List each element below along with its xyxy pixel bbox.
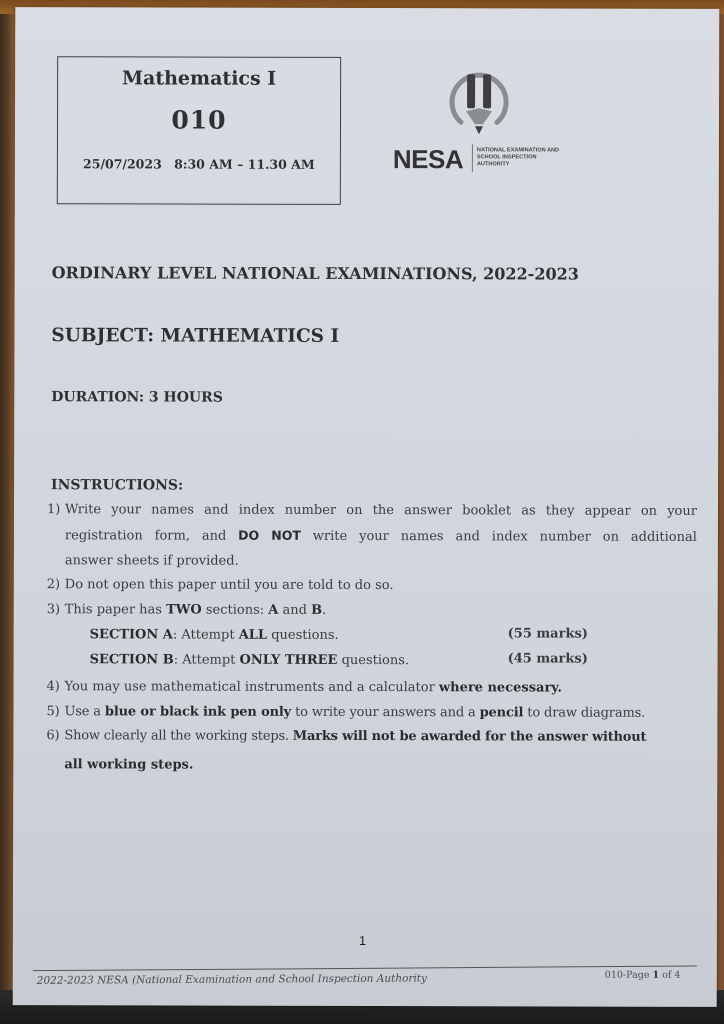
instruction-1-line-1 (47, 502, 697, 519)
logo-full-name (477, 147, 607, 168)
instruction-text: : Attempt (173, 652, 240, 668)
instruction-emphasis: TWO (166, 602, 202, 618)
instruction-emphasis: pencil (479, 705, 524, 721)
instruction-text: and (278, 602, 312, 618)
logo-name-line: AUTHORITY (476, 161, 510, 168)
logo-divider (472, 144, 473, 172)
footer-authority: 2022-2023 NESA (National Examination and School Inspection Authority (36, 972, 427, 987)
instruction-number: 1) (46, 502, 61, 518)
exam-info-box (57, 56, 341, 205)
footer-page-of: of (659, 969, 675, 981)
instruction-6-line-2 (64, 757, 193, 772)
section-label: SECTION B (89, 652, 174, 668)
instruction-text: You may use mathematical instruments and a calculator (64, 679, 439, 696)
instruction-number: 3) (46, 602, 61, 618)
instruction-text: sections: (201, 602, 269, 618)
exam-time: 8:30 AM – 11.30 AM (174, 156, 315, 172)
instruction-text: . (322, 602, 327, 618)
instruction-emphasis: blue or black ink pen only (104, 704, 292, 720)
instruction-5 (46, 704, 645, 721)
instruction-4 (47, 679, 562, 695)
footer-page-total: 4 (674, 969, 681, 981)
duration-value: 3 HOURS (148, 389, 223, 406)
instruction-3 (47, 602, 327, 618)
section-label: SECTION A (89, 627, 173, 643)
paper-title: Mathematics I (121, 67, 277, 90)
instruction-text: questions. (267, 627, 339, 643)
section-a-line (90, 627, 339, 643)
instruction-text: Use a (64, 704, 105, 720)
instruction-emphasis: ALL (238, 627, 268, 643)
instruction-6-line-1 (46, 728, 646, 745)
instruction-text: to draw diagrams. (523, 705, 646, 721)
instruction-text: This paper has (64, 602, 167, 618)
section-b-line (90, 652, 409, 668)
exam-date-time (58, 156, 340, 172)
instruction-text: : Attempt (172, 627, 239, 643)
subject-value: MATHEMATICS I (160, 325, 340, 347)
logo-name-line: NATIONAL EXAMINATION AND (476, 147, 560, 154)
page-number: 1 (358, 932, 367, 949)
instruction-emphasis: A (268, 602, 279, 618)
subject-label: SUBJECT: (51, 325, 155, 347)
instruction-text: write your names and index number on additional (300, 528, 697, 545)
instruction-number: 2) (46, 577, 61, 593)
footer-divider (33, 965, 697, 971)
instruction-text: Show clearly all the working steps. (64, 728, 293, 744)
instruction-text: registration form, and (64, 528, 239, 544)
section-a-marks: (55 marks) (507, 626, 588, 642)
instruction-number: 4) (46, 679, 60, 695)
paper-code: 010 (171, 105, 227, 135)
instruction-text: to write your answers and a (291, 704, 480, 721)
instruction-emphasis: all working steps. (64, 757, 194, 773)
instruction-emphasis: B (311, 602, 323, 618)
logo-name-line: SCHOOL INSPECTION (476, 154, 537, 161)
instruction-number: 5) (46, 704, 60, 720)
exam-paper-page (13, 7, 720, 1007)
pencil-in-circle-icon (439, 64, 519, 144)
logo-acronym: NESA (392, 144, 464, 175)
instruction-text: Write your names and index number on the answer booklet as they appear on your (64, 502, 698, 519)
nesa-logo (393, 64, 613, 175)
instruction-1-line-2 (65, 527, 697, 545)
instruction-text: questions. (337, 652, 410, 669)
duration-label: DURATION: (51, 389, 145, 406)
section-b-marks: (45 marks) (507, 651, 588, 667)
instructions-heading: INSTRUCTIONS: (51, 477, 184, 494)
instruction-emphasis: DO NOT (238, 527, 301, 543)
footer-page-current: 1 (652, 969, 660, 981)
instruction-2 (47, 577, 394, 593)
exam-date: 25/07/2023 (83, 156, 162, 172)
footer-page-prefix: 010-Page (604, 969, 653, 981)
subject-line (51, 325, 339, 347)
instruction-emphasis: Marks will not be awarded for the answer without (292, 728, 647, 745)
instruction-1-line-3: answer sheets if provided. (64, 553, 239, 569)
instruction-emphasis: where necessary. (438, 680, 562, 696)
instruction-number: 6) (46, 728, 60, 744)
exam-title: ORDINARY LEVEL NATIONAL EXAMINATIONS, 2022-2023 (51, 263, 579, 284)
footer-page-indicator (605, 970, 681, 981)
duration-line (51, 389, 223, 405)
instruction-text: Do not open this paper until you are told to do so. (64, 577, 394, 594)
instruction-emphasis: ONLY THREE (239, 652, 338, 668)
